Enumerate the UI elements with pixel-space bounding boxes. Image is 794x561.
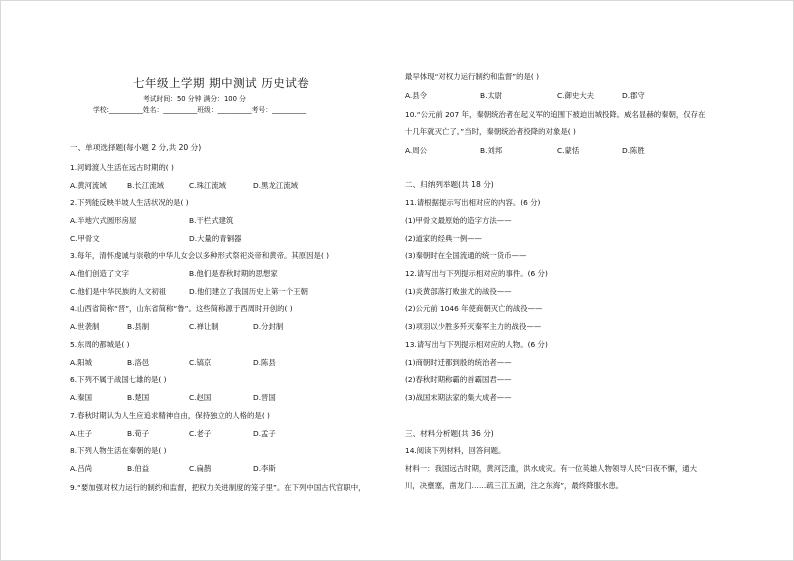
- q4-option-a: A.世袭制: [70, 322, 100, 331]
- question-12: 12.请写出与下列提示相对应的事件。(6 分): [405, 269, 548, 278]
- question-8: 8.下列人物生活在秦朝的是( ): [70, 446, 167, 455]
- q7-option-d: D.孟子: [253, 429, 276, 438]
- q10-option-c: C.蒙恬: [557, 146, 580, 155]
- q9-option-c: C.御史大夫: [557, 91, 595, 100]
- q8-option-c: C.扁鹊: [189, 464, 212, 473]
- q1-option-a: A.黄河流域: [70, 181, 107, 190]
- q9-option-b: B.太尉: [480, 91, 503, 100]
- material-1-line-2: 川，决壅塞，凿龙门……疏三江五湖，注之东海”，最终降服水患。: [405, 481, 624, 490]
- question-10-line-1: 10.“公元前 207 年，秦朝统治者在起义军的追围下被迫出城投降。威名显赫的秦朝，仅存在: [405, 110, 706, 119]
- q13-item-2: (2)春秋时期称霸的首霸国君——: [405, 375, 512, 384]
- q4-option-d: D.分封制: [253, 322, 284, 331]
- question-6: 6.下列不属于战国七雄的是( ): [70, 375, 167, 384]
- q7-option-a: A.庄子: [70, 429, 93, 438]
- q6-option-c: C.赵国: [189, 393, 212, 402]
- exam-meta: 考试时间：50 分钟 满分：100 分: [143, 95, 246, 103]
- q12-item-2: (2)公元前 1046 年使商朝灭亡的战役——: [405, 304, 543, 313]
- q7-option-c: C.老子: [189, 429, 212, 438]
- q9-option-d: D.郡守: [622, 91, 645, 100]
- question-1: 1.河姆渡人生活在远古时期的( ): [70, 163, 174, 172]
- q12-item-1: (1)炎黄部落打败蚩尤的战役——: [405, 287, 512, 296]
- q1-option-c: C.珠江流域: [189, 181, 227, 190]
- q5-option-c: C.镐京: [189, 358, 212, 367]
- q2-option-b: B.干栏式建筑: [189, 216, 234, 225]
- question-9: 9.“要加强对权力运行的制约和监督，把权力关进制度的笼子里”。在下列中国古代官职中，: [70, 483, 366, 492]
- q8-option-a: A.吕尚: [70, 464, 93, 473]
- question-9-continued: 最早体现“对权力运行制约和监督”的是( ): [405, 72, 540, 81]
- q6-option-d: D.晋国: [253, 393, 276, 402]
- q2-option-a: A.半地穴式圆形房屋: [70, 216, 137, 225]
- exam-title: 七年级上学期 期中测试 历史试卷: [133, 76, 310, 90]
- q7-option-b: B.荀子: [127, 429, 150, 438]
- q11-item-1: (1)甲骨文最原始的造字方法——: [405, 216, 512, 225]
- q6-option-a: A.秦国: [70, 393, 93, 402]
- q13-item-1: (1)商朝时迁都到殷的统治者——: [405, 358, 512, 367]
- question-10-line-2: 十几年就灭亡了。”当时，秦朝统治者投降的对象是( ): [405, 127, 576, 136]
- q5-option-b: B.洛邑: [127, 358, 150, 367]
- q8-option-b: B.伯益: [127, 464, 150, 473]
- question-5: 5.东周的都城是( ): [70, 340, 130, 349]
- q2-option-d: D.大量的青铜器: [189, 234, 242, 243]
- q2-option-c: C.甲骨文: [70, 234, 100, 243]
- question-14: 14.阅读下列材料，回答问题。: [405, 446, 506, 455]
- question-13: 13.请写出与下列提示相对应的人物。(6 分): [405, 340, 548, 349]
- q3-option-b: B.他们是春秋时期的思想家: [189, 269, 278, 278]
- question-11: 11.请根据提示写出相对应的内容。(6 分): [405, 198, 541, 207]
- q4-option-c: C.禅让制: [189, 322, 219, 331]
- q10-option-a: A.周公: [405, 146, 428, 155]
- material-1-line-1: 材料一：我国远古时期，黄河泛滥，洪水成灾。有一位英雄人物领导人民“曰夜不懈，通大: [405, 464, 698, 473]
- q12-item-3: (3)项羽以少胜多歼灭秦军主力的战役——: [405, 322, 542, 331]
- q8-option-d: D.李斯: [253, 464, 276, 473]
- q1-option-d: D.黑龙江流域: [253, 181, 298, 190]
- q5-option-a: A.阳城: [70, 358, 93, 367]
- q4-option-b: B.县制: [127, 322, 150, 331]
- q1-option-b: B.长江流域: [127, 181, 164, 190]
- section-1-heading: 一、单项选择题(每小题 2 分,共 20 分): [70, 143, 202, 152]
- question-7: 7.春秋时期认为人生应追求精神自由，保持独立的人格的是( ): [70, 411, 270, 420]
- question-2: 2.下列能反映半坡人生活状况的是( ): [70, 198, 189, 207]
- q3-option-d: D.他们建立了我国历史上第一个王朝: [189, 287, 308, 296]
- q9-option-a: A.县令: [405, 91, 428, 100]
- section-3-heading: 三、材料分析题(共 36 分): [405, 429, 494, 438]
- question-3: 3.每年，清怀虔诚与崇敬的中华儿女会以多种形式祭祀炎帝和黄帝。其原因是( ): [70, 251, 330, 260]
- q11-item-3: (3)秦朝时在全国流通的统一货币——: [405, 251, 527, 260]
- q13-item-3: (3)战国末期法家的集大成者——: [405, 393, 512, 402]
- q3-option-c: C.他们是中华民族的人文初祖: [70, 287, 167, 296]
- question-4: 4.山西省简称“晋”，山东省简称“鲁”。这些简称源于西周时开创的( ): [70, 304, 293, 313]
- q3-option-a: A.他们创造了文字: [70, 269, 130, 278]
- q11-item-2: (2)道家的经典一例——: [405, 234, 482, 243]
- q10-option-b: B.刘邦: [480, 146, 503, 155]
- q6-option-b: B.楚国: [127, 393, 150, 402]
- q5-option-d: D.陈县: [253, 358, 276, 367]
- student-info-fields: 学校:__________姓名：__________班级：__________考号：__________: [93, 106, 306, 114]
- q10-option-d: D.陈胜: [622, 146, 645, 155]
- section-2-heading: 二、归纳列举题(共 18 分): [405, 180, 494, 189]
